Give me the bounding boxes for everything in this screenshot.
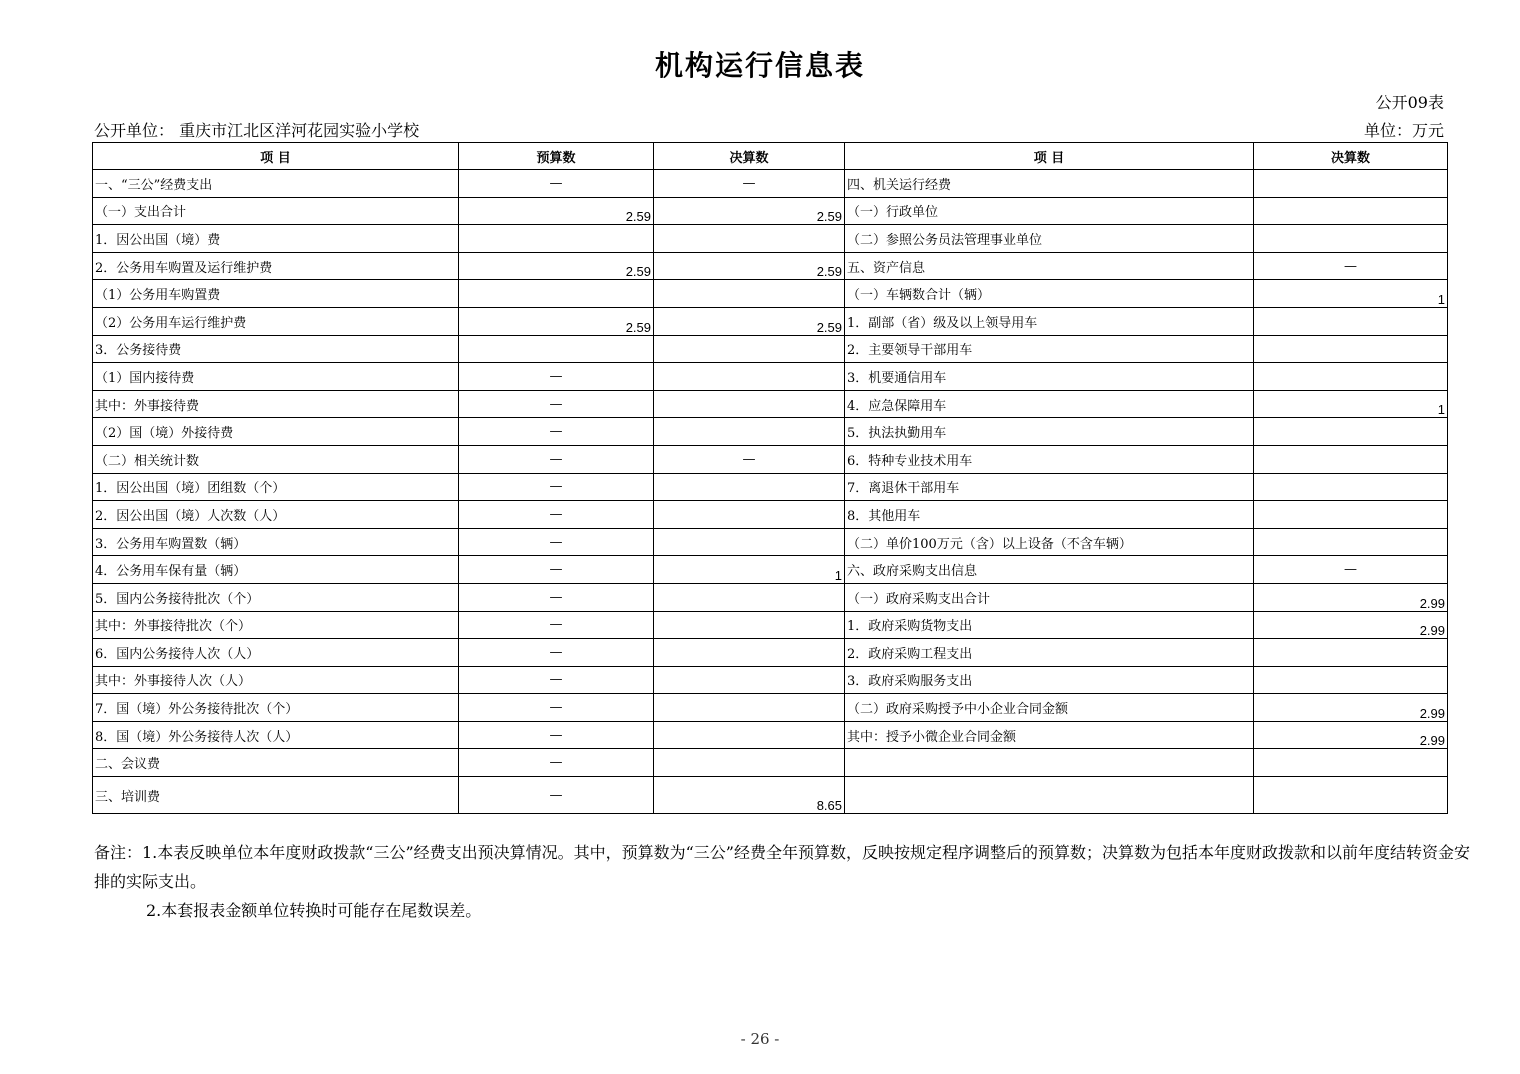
publishing-unit: 公开单位： 重庆市江北区洋河花园实验小学校 — [94, 121, 420, 140]
form-number: 公开09表 — [1375, 93, 1444, 112]
table-body — [93, 170, 1448, 814]
row-item-right: 六、政府采购支出信息 — [845, 556, 1254, 584]
table-row — [93, 252, 1448, 280]
note-line-1: 备注：1.本表反映单位本年度财政拨款“三公”经费支出预决算情况。其中，预算数为“三公”经费全年预算数，反映按规定程序调整后的预算数；决算数为包括本年度财政拨款和以前年度结转资金安排的实际支出。 — [94, 843, 1470, 891]
row-budget: — — [459, 445, 654, 473]
row-budget: 2.59 — [459, 307, 654, 335]
row-final-right — [1254, 418, 1448, 446]
table-row — [93, 170, 1448, 198]
row-item-left: 3．公务用车购置数（辆） — [93, 528, 459, 556]
table-row — [93, 445, 1448, 473]
row-item-right: 五、资产信息 — [845, 252, 1254, 280]
row-final-left — [654, 280, 845, 308]
row-final-left — [654, 225, 845, 253]
row-budget: — — [459, 473, 654, 501]
row-budget: — — [459, 666, 654, 694]
table-row — [93, 583, 1448, 611]
row-budget: — — [459, 611, 654, 639]
row-item-left: （2）公务用车运行维护费 — [93, 307, 459, 335]
row-budget: — — [459, 639, 654, 667]
header-final-left: 决算数 — [654, 143, 845, 170]
table-row — [93, 363, 1448, 391]
row-item-right: 1．副部（省）级及以上领导用车 — [845, 307, 1254, 335]
row-item-left: （一）支出合计 — [93, 197, 459, 225]
row-final-right: — — [1254, 556, 1448, 584]
note-line-2: 2.本套报表金额单位转换时可能存在尾数误差。 — [146, 901, 482, 920]
row-final-right: 1 — [1254, 280, 1448, 308]
table-row — [93, 473, 1448, 501]
row-final-right — [1254, 170, 1448, 198]
row-final-right — [1254, 307, 1448, 335]
row-budget: — — [459, 694, 654, 722]
row-final-left: — — [654, 170, 845, 198]
row-budget — [459, 225, 654, 253]
row-item-right — [845, 749, 1254, 777]
row-item-right: 其中：授予小微企业合同金额 — [845, 721, 1254, 749]
row-final-right: 1 — [1254, 390, 1448, 418]
row-final-right — [1254, 197, 1448, 225]
row-budget: — — [459, 583, 654, 611]
row-final-left: 2.59 — [654, 307, 845, 335]
row-final-left — [654, 694, 845, 722]
row-final-right — [1254, 473, 1448, 501]
row-final-right — [1254, 363, 1448, 391]
table-row — [93, 749, 1448, 777]
row-budget: — — [459, 777, 654, 814]
row-budget: 2.59 — [459, 252, 654, 280]
row-budget: — — [459, 418, 654, 446]
row-item-right: （二）单价100万元（含）以上设备（不含车辆） — [845, 528, 1254, 556]
row-final-left — [654, 583, 845, 611]
row-final-left: 2.59 — [654, 197, 845, 225]
row-item-left: （1）国内接待费 — [93, 363, 459, 391]
header-item-right: 项 目 — [845, 143, 1254, 170]
row-budget: — — [459, 363, 654, 391]
row-final-left — [654, 473, 845, 501]
row-item-right: （二）参照公务员法管理事业单位 — [845, 225, 1254, 253]
row-final-left: 2.59 — [654, 252, 845, 280]
row-final-right: 2.99 — [1254, 583, 1448, 611]
table-row — [93, 197, 1448, 225]
row-final-right — [1254, 445, 1448, 473]
row-final-right — [1254, 666, 1448, 694]
row-item-right: 1．政府采购货物支出 — [845, 611, 1254, 639]
info-table — [92, 142, 1448, 814]
row-final-right — [1254, 639, 1448, 667]
table-row — [93, 225, 1448, 253]
row-item-left: （1）公务用车购置费 — [93, 280, 459, 308]
row-final-left — [654, 528, 845, 556]
row-item-right: （一）车辆数合计（辆） — [845, 280, 1254, 308]
row-item-left: 1．因公出国（境）团组数（个） — [93, 473, 459, 501]
row-final-right: 2.99 — [1254, 611, 1448, 639]
row-item-left: 7．国（境）外公务接待批次（个） — [93, 694, 459, 722]
row-item-right: （二）政府采购授予中小企业合同金额 — [845, 694, 1254, 722]
row-budget: — — [459, 556, 654, 584]
row-budget: — — [459, 749, 654, 777]
table-row — [93, 694, 1448, 722]
row-budget: — — [459, 721, 654, 749]
row-item-right: 7．离退休干部用车 — [845, 473, 1254, 501]
row-final-right — [1254, 749, 1448, 777]
row-item-left: 5．国内公务接待批次（个） — [93, 583, 459, 611]
row-item-right: （一）行政单位 — [845, 197, 1254, 225]
row-final-right — [1254, 335, 1448, 363]
row-item-left: 三、培训费 — [93, 777, 459, 814]
page-title: 机构运行信息表 — [654, 49, 865, 82]
header-budget: 预算数 — [459, 143, 654, 170]
row-item-left: 二、会议费 — [93, 749, 459, 777]
table-row — [93, 418, 1448, 446]
row-item-right: 6．特种专业技术用车 — [845, 445, 1254, 473]
table-row — [93, 501, 1448, 529]
notes — [94, 838, 1484, 925]
row-final-right — [1254, 501, 1448, 529]
row-final-right: 2.99 — [1254, 721, 1448, 749]
table-row — [93, 777, 1448, 814]
row-budget: — — [459, 501, 654, 529]
row-final-left — [654, 749, 845, 777]
row-budget: — — [459, 528, 654, 556]
row-budget: — — [459, 390, 654, 418]
row-item-left: 2．因公出国（境）人次数（人） — [93, 501, 459, 529]
table-row — [93, 666, 1448, 694]
header-item-left: 项 目 — [93, 143, 459, 170]
header-final-right: 决算数 — [1254, 143, 1448, 170]
row-item-right: 3．机要通信用车 — [845, 363, 1254, 391]
table-row — [93, 611, 1448, 639]
row-item-right: （一）政府采购支出合计 — [845, 583, 1254, 611]
row-item-right: 8．其他用车 — [845, 501, 1254, 529]
row-final-left — [654, 418, 845, 446]
row-item-left: 1．因公出国（境）费 — [93, 225, 459, 253]
row-final-left — [654, 611, 845, 639]
table-row — [93, 639, 1448, 667]
table-row — [93, 335, 1448, 363]
currency-unit: 单位：万元 — [1363, 121, 1444, 140]
row-budget — [459, 335, 654, 363]
table-row — [93, 528, 1448, 556]
header-row — [93, 143, 1448, 170]
row-final-left — [654, 501, 845, 529]
row-item-left: （2）国（境）外接待费 — [93, 418, 459, 446]
row-item-right — [845, 777, 1254, 814]
table-row — [93, 556, 1448, 584]
table-row — [93, 307, 1448, 335]
row-item-left: 2．公务用车购置及运行维护费 — [93, 252, 459, 280]
row-item-left: 6．国内公务接待人次（人） — [93, 639, 459, 667]
row-item-left: 一、“三公”经费支出 — [93, 170, 459, 198]
row-final-left: 8.65 — [654, 777, 845, 814]
row-final-right: — — [1254, 252, 1448, 280]
row-final-left — [654, 639, 845, 667]
row-item-right: 2．政府采购工程支出 — [845, 639, 1254, 667]
row-final-left: — — [654, 445, 845, 473]
row-item-right: 5．执法执勤用车 — [845, 418, 1254, 446]
page-number: - 26 - — [740, 1030, 780, 1048]
row-item-left: 其中：外事接待批次（个） — [93, 611, 459, 639]
table-row — [93, 721, 1448, 749]
row-final-right — [1254, 225, 1448, 253]
table-row — [93, 390, 1448, 418]
row-final-left — [654, 721, 845, 749]
row-budget — [459, 280, 654, 308]
row-final-left — [654, 390, 845, 418]
row-final-left: 1 — [654, 556, 845, 584]
row-final-left — [654, 363, 845, 391]
row-item-right: 4．应急保障用车 — [845, 390, 1254, 418]
row-item-right: 2．主要领导干部用车 — [845, 335, 1254, 363]
row-final-left — [654, 335, 845, 363]
row-budget: 2.59 — [459, 197, 654, 225]
table-row — [93, 280, 1448, 308]
row-item-right: 3．政府采购服务支出 — [845, 666, 1254, 694]
row-item-left: 其中：外事接待人次（人） — [93, 666, 459, 694]
row-budget: — — [459, 170, 654, 198]
row-final-right — [1254, 777, 1448, 814]
row-item-left: 8．国（境）外公务接待人次（人） — [93, 721, 459, 749]
row-item-left: 4．公务用车保有量（辆） — [93, 556, 459, 584]
row-item-left: （二）相关统计数 — [93, 445, 459, 473]
row-final-right — [1254, 528, 1448, 556]
row-item-left: 3．公务接待费 — [93, 335, 459, 363]
row-item-left: 其中：外事接待费 — [93, 390, 459, 418]
row-item-right: 四、机关运行经费 — [845, 170, 1254, 198]
row-final-right: 2.99 — [1254, 694, 1448, 722]
row-final-left — [654, 666, 845, 694]
